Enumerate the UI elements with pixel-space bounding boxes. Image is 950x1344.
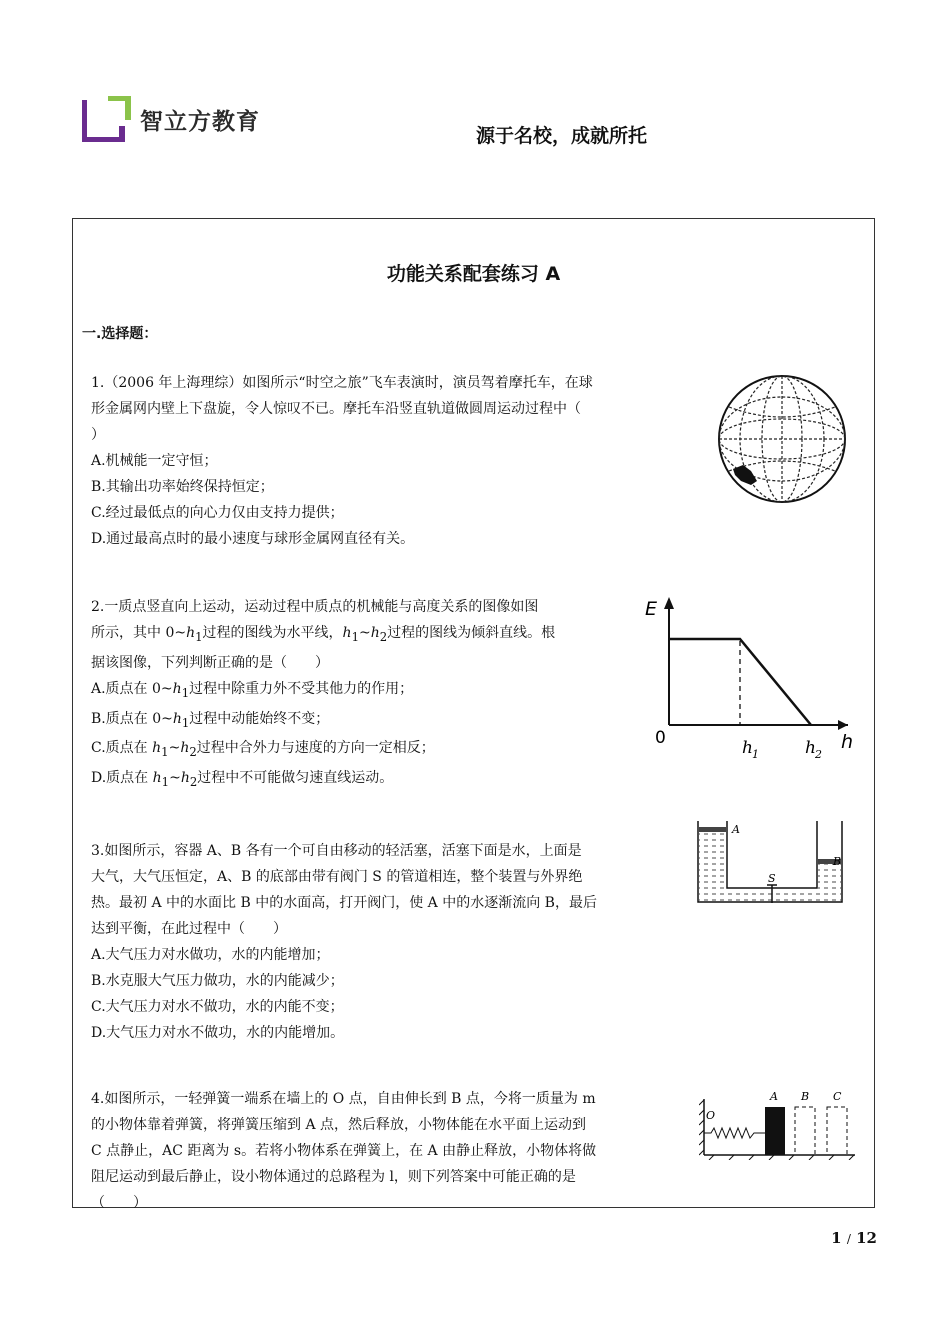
q2-option-a: A.质点在 $0\sim h_1$过程中除重力外不受其他力的作用； — [91, 680, 414, 700]
label-O: O — [706, 1109, 716, 1122]
q2-option-c: C.质点在 $h_1\sim h_2$过程中合外力与速度的方向一定相反； — [91, 740, 435, 760]
q3-option-a: A.大气压力对水做功，水的内能增加； — [91, 947, 330, 963]
logo-icon — [82, 96, 132, 142]
q1-option-a: A.机械能一定守恒； — [91, 453, 218, 469]
slogan: 源于名校，成就所托 — [476, 125, 648, 147]
q1-option-c: C.经过最低点的向心力仅由支持力提供； — [91, 505, 344, 521]
q3-option-c: C.大气压力对水不做功，水的内能不变； — [91, 999, 344, 1015]
axis-label-h: h — [841, 731, 854, 753]
container-figure — [695, 819, 845, 909]
page-title: 功能关系配套练习 A — [386, 263, 561, 285]
q2-option-d: D.质点在 $h_1\sim h_2$过程中不可能做匀速直线运动。 — [91, 770, 394, 789]
energy-height-graph — [643, 593, 863, 763]
question-3: 3.如图所示，容器 A、B 各有一个可自由移动的轻活塞，活塞下面是水，上面是 大气，大气压恒定，A、B 的底部由带有阀门 S 的管道相连，整个装置与外界绝 热。最初 A 中的水面比 B 中的水面高，打开阀门，使 A 中的水逐渐流向 B，最后 达到平衡，在此过程中（ ） A.大气压力对水做功，水的内能增加； B.水克服大气压力做功，水的内能减少； C.大气压力对水不做功，水的内能不变； D.大气压力对水不做功，水的内能增加。 — [91, 838, 691, 1046]
label-S: S — [768, 872, 776, 885]
q1-option-d: D.通过最高点时的最小速度与球形金属网直径有关。 — [91, 531, 415, 547]
logo — [82, 96, 260, 142]
section-heading: 一.选择题： — [82, 326, 158, 342]
question-1: 1.（2006 年上海理综）如图所示“时空之旅”飞车表演时，演员驾着摩托车，在球 形金属网内壁上下盘旋，令人惊叹不已。摩托车沿竖直轨道做圆周运动过程中（ ） A.机械能一定守恒； B.其输出功率始终保持恒定； C.经过最低点的向心力仅由支持力提供； D.通过最高点时的最小速度与球形金属网直径有关。 — [91, 370, 701, 552]
label-B: B — [833, 855, 842, 868]
globe-figure — [715, 372, 850, 507]
tick-label-h1-sub: 1 — [752, 748, 759, 761]
tick-label-h2: h — [805, 738, 816, 758]
axis-label-E: E — [645, 598, 658, 620]
label-A: A — [732, 823, 740, 836]
q3-option-d: D.大气压力对水不做功，水的内能增加。 — [91, 1025, 345, 1041]
label-A: A — [770, 1090, 778, 1103]
q2-option-b: B.质点在 $0\sim h_1$过程中动能始终不变； — [91, 710, 330, 730]
tick-label-h1: h — [742, 738, 753, 758]
label-B: B — [801, 1090, 810, 1103]
q3-option-b: B.水克服大气压力做功，水的内能减少； — [91, 973, 344, 989]
logo-text: 智立方教育 — [140, 108, 260, 135]
tick-label-h2-sub: 2 — [815, 748, 822, 761]
label-C: C — [833, 1090, 842, 1103]
q1-stem: 1.（2006 年上海理综）如图所示“时空之旅”飞车表演时，演员驾着摩托车，在球 — [91, 375, 593, 391]
question-4: 4.如图所示，一轻弹簧一端系在墙上的 O 点，自由伸长到 B 点，今将一质量为 m 的小物体靠着弹簧，将弹簧压缩到 A 点，然后释放，小物体能在水平面上运动到 C 点静止，AC 距离为 s。若将小物体系在弹簧上，在 A 由静止释放，小物体将做 阻尼运动到最后静止，设小物体通过的总路程为 l，则下列答案中可能正确的是 （ ） — [91, 1091, 597, 1211]
q1-option-b: B.其输出功率始终保持恒定； — [91, 479, 274, 495]
question-2: 2.一质点竖直向上运动，运动过程中质点的机械能与高度关系的图像如图 所示，其中 $0\sim h_1$过程的图线为水平线，$h_1\sim h_2$过程的图线为倾斜直线。根 据该图像，下列判断正确的是（ ） A.质点在 $0\sim h_1$过程中除重力外不受其他力的作用； B.质点在 $0\sim h_1$过程中动能始终不变； C.质点在 $h_1\sim h_2$过程中合外力与速度的方向一定相反； D.质点在 $h_1\sim h_2$过程中不可能做匀速直线运动。 — [91, 594, 651, 795]
content-frame — [72, 218, 875, 1211]
axis-label-0: 0 — [655, 728, 666, 748]
page-number: 1 / 12 — [831, 1229, 877, 1247]
spring-figure — [699, 1085, 859, 1160]
